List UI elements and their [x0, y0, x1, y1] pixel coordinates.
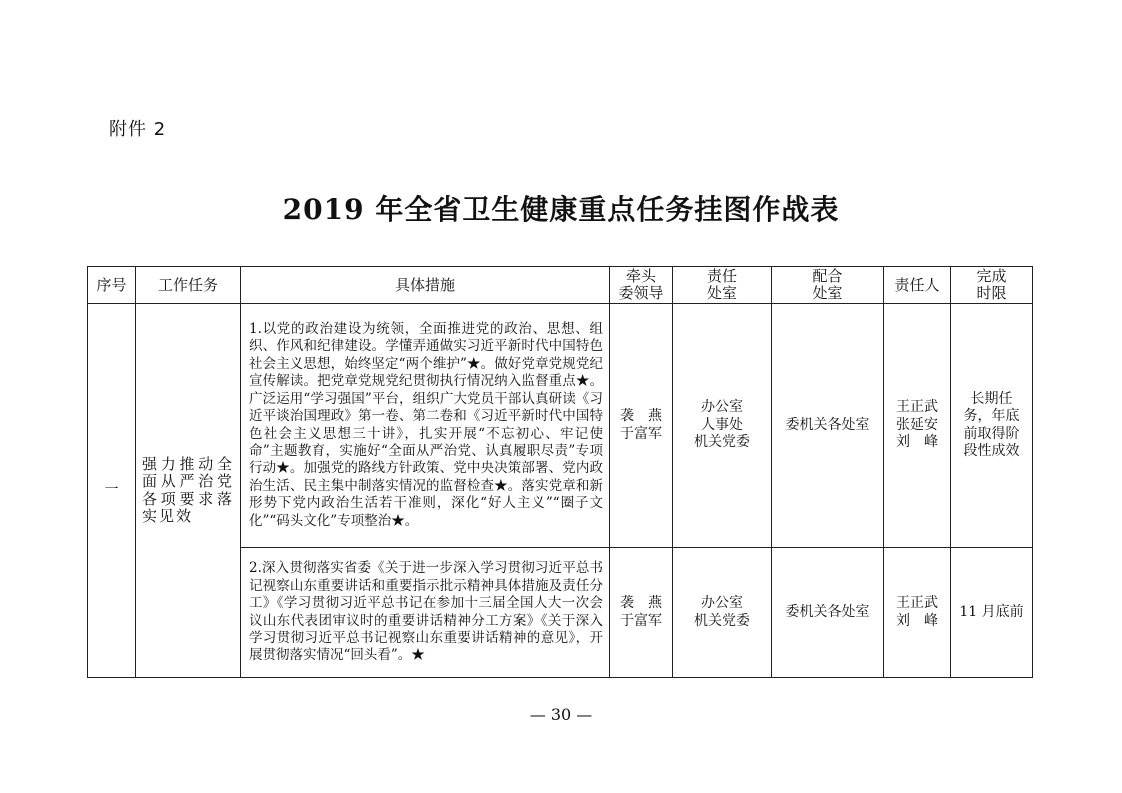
header-lead: 牵头 委领导	[610, 267, 673, 304]
coop-dept-cell: 委机关各处室	[772, 548, 884, 678]
page-title: 2019 年全省卫生健康重点任务挂图作战表	[282, 193, 840, 226]
header-person: 责任人	[884, 267, 951, 304]
header-responsible-dept: 责任 处室	[673, 267, 772, 304]
lead-cell: 袭 燕 于富军	[610, 304, 673, 548]
measure-cell: 1.以党的政治建设为统领，全面推进党的政治、思想、组织、作风和纪律建设。学懂弄通做实习近平新时代中国特色社会主义思想，始终坚定“两个维护”★。做好党章党规党纪宣传解读。把党章党规党纪贯彻执行情况纳入监督重点★。广泛运用“学习强国”平台，组织广大党员干部认真研读《习近平谈治国理政》第一卷、第二卷和《习近平新时代中国特色社会主义思想三十讲》，扎实开展“不忘初心、牢记使命”主题教育，实施好“全面从严治党、认真履职尽责”专项行动★。加强党的路线方针政策、党中央决策部署、党内政治生活、民主集中制落实情况的监督检查★。落实党章和新形势下党内政治生活若干准则，深化“好人主义”“圈子文化”“码头文化”专项整治★。	[241, 304, 610, 548]
page-number: — 30 —	[529, 705, 593, 724]
responsible-dept-cell: 办公室 机关党委	[673, 548, 772, 678]
responsible-dept-cell: 办公室 人事处 机关党委	[673, 304, 772, 548]
attachment-label: 附件 2	[109, 119, 167, 140]
header-coop-dept: 配合 处室	[772, 267, 884, 304]
deadline-cell: 11 月底前	[951, 548, 1033, 678]
measure-cell: 2.深入贯彻落实省委《关于进一步深入学习贯彻习近平总书记视察山东重要讲话和重要指示批示精神具体措施及责任分工》《学习贯彻习近平总书记在参加十三届全国人大一次会议山东代表团审议时的重要讲话精神分工方案》《关于深入学习贯彻习近平总书记视察山东重要讲话精神的意见》，开展贯彻落实情况“回头看”。★	[241, 548, 610, 678]
header-deadline: 完成 时限	[951, 267, 1033, 304]
header-task: 工作任务	[136, 267, 241, 304]
group-task: 强力推动全面从严治党各项要求落实见效	[136, 304, 241, 678]
header-measures: 具体措施	[241, 267, 610, 304]
group-number: 一	[88, 304, 136, 678]
coop-dept-cell: 委机关各处室	[772, 304, 884, 548]
lead-cell: 袭 燕 于富军	[610, 548, 673, 678]
deadline-cell: 长期任 务，年底 前取得阶 段性成效	[951, 304, 1033, 548]
table-header-row	[88, 267, 1033, 304]
header-no: 序号	[88, 267, 136, 304]
table-row	[88, 304, 1033, 548]
task-table	[87, 266, 1033, 678]
person-cell: 王正武 张延安 刘 峰	[884, 304, 951, 548]
person-cell: 王正武 刘 峰	[884, 548, 951, 678]
